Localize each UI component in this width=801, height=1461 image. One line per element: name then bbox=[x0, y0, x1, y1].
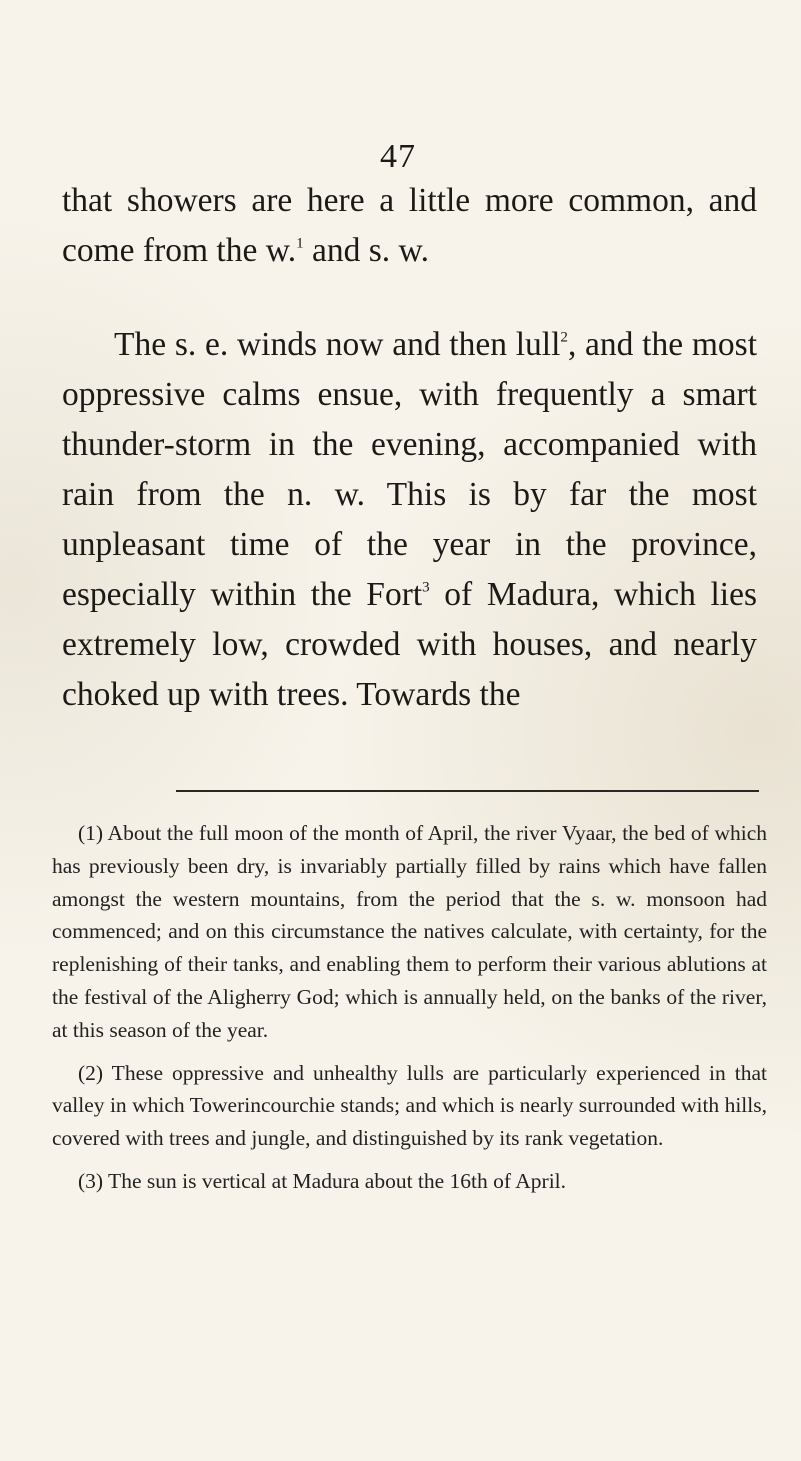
footnote-2: (2) These oppressive and unhealthy lulls are particularly experienced in that valley in which Towerincourchie stands; and which is nearly surrounded with hills, covered with trees and jungle, and distinguished by its rank vegetation. bbox=[52, 1060, 767, 1151]
footnote-3: (3) The sun is vertical at Madura about the 16th of April. bbox=[78, 1168, 567, 1193]
paragraph-1-text: that showers are here a little more common, and come from the w. bbox=[62, 182, 757, 269]
paragraph-1-text-end: and s. w. bbox=[303, 232, 429, 269]
paragraph-2-text-middle: , and the most oppressive calms ensue, with frequently a smart thunder-storm in the evening, accompanied with rain from the n. w. This is by far the most unpleasant time of the year in the province, especially within the Fort bbox=[62, 326, 757, 613]
paragraph-2-text: The s. e. winds now and then lull bbox=[114, 326, 561, 363]
footnote-1: (1) About the full moon of the month of April, the river Vyaar, the bed of which has previously been dry, is invariably partially filled by rains which have fallen amongst the western mountains, from the period that the s. w. monsoon had commenced; and on this circumstance the natives calculate, with certainty, for the replenishing of their tanks, and enabling them to perform their various ablutions at the festival of the Aligherry God; which is annually held, on the banks of the river, at this season of the year. bbox=[52, 821, 767, 1042]
paragraph-2 bbox=[62, 320, 757, 720]
footnote-ref-1: 1 bbox=[296, 235, 304, 252]
main-text bbox=[62, 176, 757, 720]
footnote-ref-3: 3 bbox=[422, 579, 430, 596]
footnote-ref-2: 2 bbox=[560, 329, 568, 346]
page-number: 47 bbox=[380, 138, 416, 175]
paragraph-1 bbox=[62, 176, 757, 276]
footnote-divider bbox=[176, 790, 759, 792]
paragraph-2-text-end: of Madura, which lies extremely low, crowded with houses, and nearly choked up with trees. Towards the bbox=[62, 576, 757, 713]
footnotes bbox=[52, 817, 767, 1198]
